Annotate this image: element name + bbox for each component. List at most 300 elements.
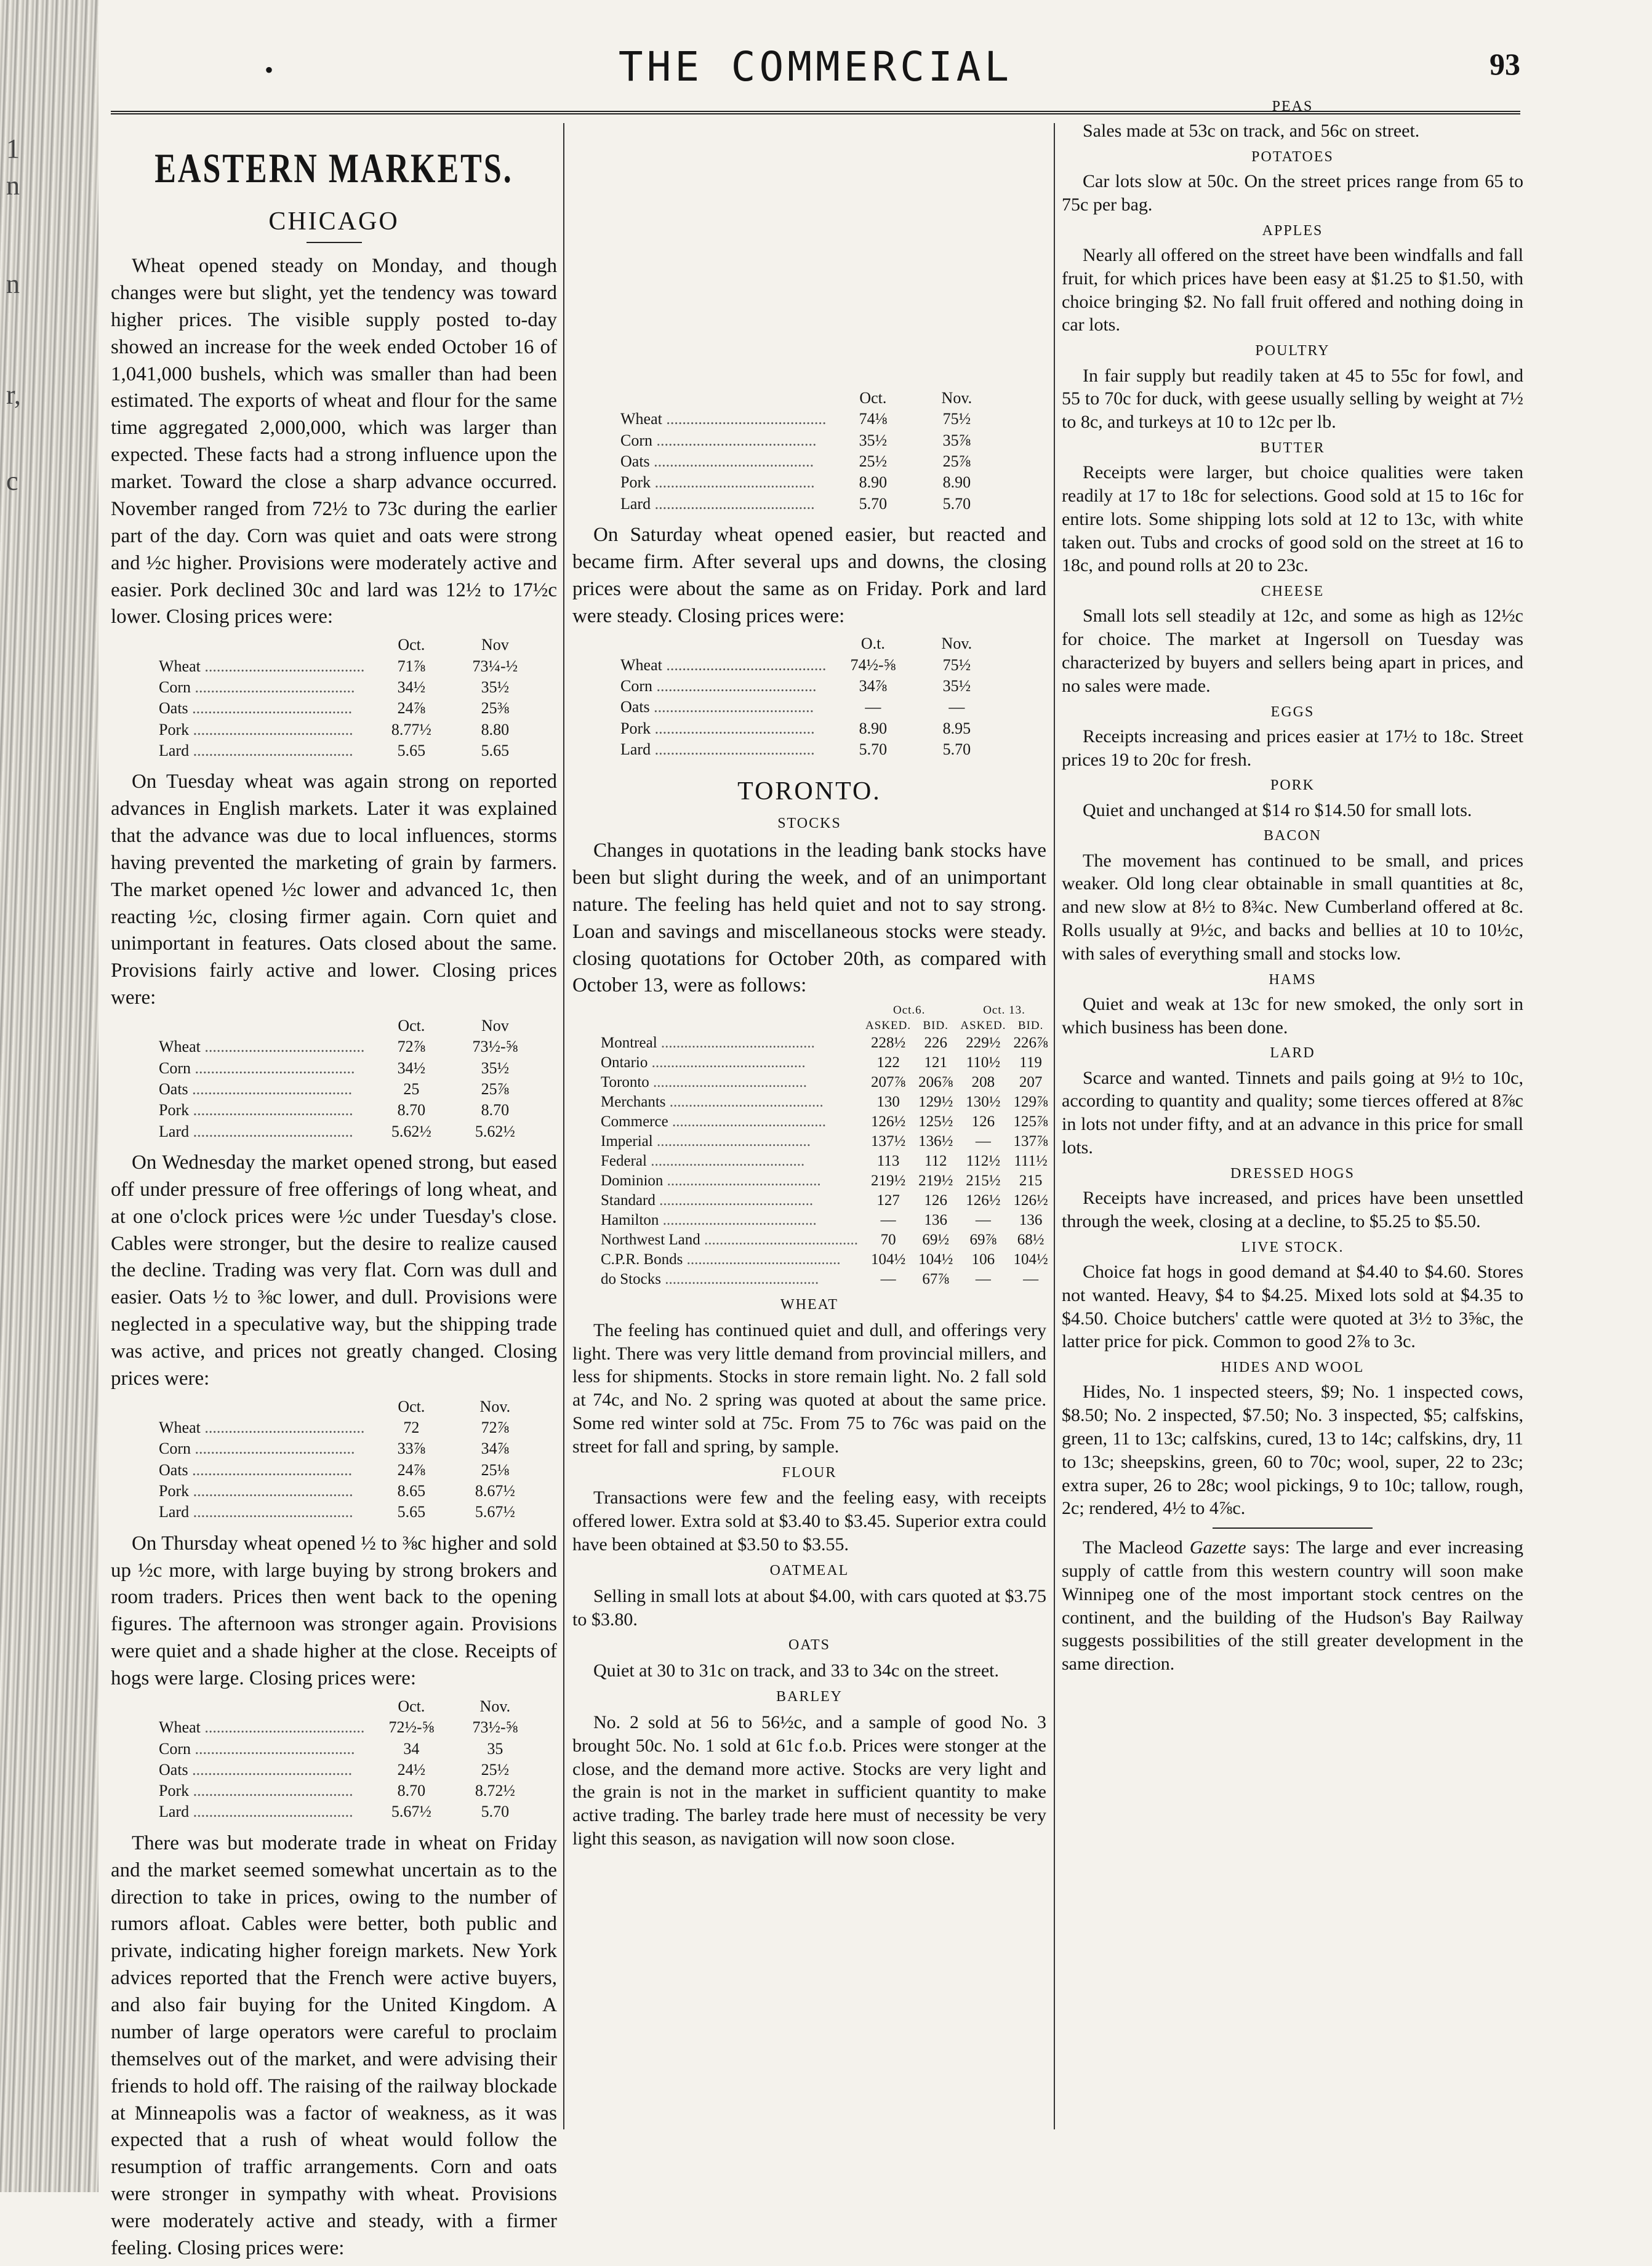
commodity-name — [154, 1058, 369, 1079]
commodity-label: Pork — [159, 1482, 190, 1500]
stock-label: C.P.R. Bonds — [601, 1251, 683, 1268]
stock-quote-a1: 137½ — [870, 1132, 906, 1150]
stock-quote-b2: 68½ — [1017, 1231, 1045, 1248]
leader-dots: ........................................ — [649, 452, 814, 470]
commodity-label: Oats — [159, 1079, 188, 1098]
price-nov: 8.72½ — [475, 1782, 515, 1800]
stocks-col-header: ASKED. — [960, 1019, 1006, 1032]
price-row — [615, 676, 998, 697]
report-hams: Quiet and weak at 13c for new smoked, the only sort in which business has been done. — [1062, 993, 1523, 1038]
leader-dots: ........................................ — [652, 1132, 811, 1150]
price-oct: 5.65 — [397, 741, 426, 759]
price-row — [154, 1481, 537, 1502]
stock-quote-b2: 226⅞ — [1013, 1034, 1048, 1051]
subheading-stocks: STOCKS — [777, 815, 841, 832]
margin-mark: n — [6, 170, 20, 201]
report-bacon: The movement has continued to be small, and prices weaker. Old long clear obtainable in small quantities at 8c, and new slow at 8½ to 8¾c. New Cumberland offered at 8c. Rolls usually at 9½c, and backs and bellies at 10 to 10½c, with sales of everything small and stocks low. — [1062, 850, 1523, 964]
price-oct: 8.90 — [859, 719, 888, 737]
header-dot: • — [265, 56, 274, 84]
price-oct: 5.67½ — [391, 1803, 431, 1821]
commodity-label: Wheat — [159, 1419, 201, 1437]
stock-quote-a2: — — [975, 1211, 991, 1228]
price-oct: 8.77½ — [391, 720, 431, 739]
report-saturday: On Saturday wheat opened easier, but reacted and became firm. After several ups and downs, the closing prices were about the same as on Friday. Pork and lard were steady. Closing prices were: — [572, 523, 1046, 627]
leader-dots: ........................................ — [662, 655, 827, 674]
price-row — [154, 1780, 537, 1801]
col-header-nov: Nov — [481, 1017, 509, 1035]
commodity-name — [154, 1801, 369, 1822]
price-oct: 5.65 — [397, 1503, 426, 1521]
stock-label: Merchants — [601, 1093, 666, 1110]
city-heading-chicago: CHICAGO — [268, 207, 399, 236]
page-title: THE COMMERCIAL — [618, 43, 1013, 90]
leader-dots: ........................................ — [657, 1034, 815, 1051]
report-eggs: Receipts increasing and prices easier at 17½ to 18c. Street prices 19 to 20c for fresh. — [1062, 726, 1523, 770]
price-row — [615, 451, 998, 472]
subheading-bacon: BACON — [1263, 828, 1321, 844]
stock-quote-b2: 136 — [1019, 1211, 1043, 1228]
price-row — [154, 1502, 537, 1523]
leader-dots: ........................................ — [189, 1503, 353, 1521]
price-nov: 8.90 — [942, 473, 971, 492]
stock-quote-a2: — — [975, 1132, 991, 1150]
stock-quote-b2: 111½ — [1014, 1152, 1048, 1169]
price-nov: 25⅞ — [481, 1079, 510, 1098]
commodity-label: Lard — [620, 740, 651, 758]
leader-dots: ........................................ — [665, 1093, 824, 1110]
price-row — [615, 430, 998, 451]
stock-label: Toronto — [601, 1073, 649, 1091]
stock-name — [597, 1073, 862, 1092]
subheading-cheese: CHEESE — [1261, 583, 1325, 600]
price-table-friday — [615, 388, 998, 514]
leader-dots: ........................................ — [646, 1152, 805, 1169]
price-nov: 8.67½ — [475, 1482, 515, 1500]
price-oct: 24⅞ — [397, 699, 426, 718]
stock-label: Montreal — [601, 1034, 657, 1051]
leader-dots: ........................................ — [200, 1038, 365, 1056]
price-oct: 8.65 — [397, 1482, 426, 1500]
stock-row — [597, 1151, 1052, 1171]
stocks-table — [597, 1003, 1052, 1289]
price-oct: 24⅞ — [397, 1460, 426, 1479]
stock-quote-b1: 126 — [924, 1191, 947, 1209]
stock-row — [597, 1270, 1052, 1289]
commodity-name — [154, 1079, 369, 1100]
stock-row — [597, 1112, 1052, 1132]
commodity-label: Pork — [159, 1782, 190, 1800]
stock-quote-b2: 207 — [1019, 1073, 1043, 1091]
stock-quote-a2: 126 — [971, 1113, 995, 1130]
col-header-oct: Oct. — [859, 389, 887, 407]
report-monday: Wheat opened steady on Monday, and though changes were but slight, yet the tendency was toward higher prices. The visible supply posted to-day showed an increase for the week ended October 16 of 1,041,000 bushels, which was smaller than had been estimated. The exports of wheat and flour for the same time aggregated 2,000,000, which was larger than expected. These facts had a strong influence upon the market. Toward the close a sharp advance occurred. November ranged from 72½ to 73c during the earlier part of the day. Corn was quiet and oats were strong and ½c higher. Provisions were moderately active and easier. Pork declined 30c and lard was 12½ to 17½c lower. Closing prices were: — [111, 255, 557, 628]
leader-dots: ........................................ — [668, 1113, 826, 1130]
price-oct: 34½ — [397, 1059, 426, 1077]
stock-quote-b1: 136 — [924, 1211, 947, 1228]
leader-dots: ........................................ — [189, 741, 353, 759]
leader-dots: ........................................ — [188, 1079, 353, 1098]
leader-dots: ........................................ — [188, 1460, 353, 1479]
stock-quote-b1: 129½ — [918, 1093, 953, 1110]
subheading-eggs: EGGS — [1270, 703, 1315, 720]
price-oct: 33⅞ — [397, 1439, 426, 1458]
leader-dots: ........................................ — [191, 678, 355, 696]
stock-row — [597, 1211, 1052, 1230]
commodity-name — [154, 1760, 369, 1780]
stock-name — [597, 1191, 862, 1211]
report-oatmeal: Selling in small lots at about $4.00, with cars quoted at $3.75 to $3.80. — [572, 1585, 1046, 1630]
price-nov: 5.62½ — [475, 1122, 515, 1140]
page-number: 93 — [1490, 47, 1520, 81]
section-title: EASTERN MARKETS. — [154, 146, 513, 192]
price-row — [154, 1801, 537, 1822]
commodity-name — [154, 1121, 369, 1142]
leader-dots: ........................................ — [189, 1482, 353, 1500]
report-thursday: On Thursday wheat opened ½ to ⅜c higher and sold up ½c more, with large buying by strong brokers and room traders. Prices then went back to the opening figures. The afternoon was stronger again. Provisions were quiet and a shade higher at the close. Receipts of hogs were large. Closing prices were: — [111, 1532, 557, 1690]
stock-quote-b1: 67⅞ — [922, 1270, 950, 1287]
price-nov: 25½ — [481, 1760, 510, 1779]
stock-name — [597, 1053, 862, 1073]
stock-quote-b1: 112 — [924, 1152, 947, 1169]
stock-quote-a2: 110½ — [966, 1054, 1001, 1071]
stock-quote-a1: — — [880, 1211, 896, 1228]
commodity-name — [615, 451, 831, 472]
stock-label: Dominion — [601, 1172, 664, 1189]
report-potatoes: Car lots slow at 50c. On the street prices range from 65 to 75c per bag. — [1062, 171, 1523, 215]
price-row — [154, 740, 537, 761]
price-row — [154, 1079, 537, 1100]
commodity-label: Corn — [620, 431, 652, 449]
city-heading-toronto: TORONTO. — [737, 777, 881, 806]
stock-quote-a1: 70 — [880, 1231, 896, 1248]
stock-quote-b1: 206⅞ — [918, 1073, 953, 1091]
commodity-label: Corn — [620, 677, 652, 695]
col-header-oct: Oct. — [398, 636, 425, 654]
price-nov: 5.70 — [481, 1803, 510, 1821]
commodity-name — [154, 1739, 369, 1760]
leader-dots: ........................................ — [651, 473, 815, 492]
stock-label: Northwest Land — [601, 1231, 700, 1248]
price-row — [154, 1717, 537, 1738]
price-nov: 8.95 — [942, 719, 971, 737]
stock-quote-b1: 121 — [924, 1054, 947, 1071]
stock-quote-a2: 130½ — [966, 1093, 1001, 1110]
stock-row — [597, 1171, 1052, 1191]
price-oct: 5.62½ — [391, 1122, 431, 1140]
leader-dots: ........................................ — [649, 1073, 808, 1091]
stocks-group-header: Oct.6. — [892, 1004, 926, 1017]
stock-quote-a2: 208 — [971, 1073, 995, 1091]
column-rule — [563, 123, 564, 2129]
margin-mark: 1 — [6, 134, 20, 164]
report-peas: Sales made at 53c on track, and 56c on street. — [1083, 121, 1420, 142]
leader-dots: ........................................ — [651, 719, 815, 737]
commodity-label: Oats — [159, 699, 188, 718]
page-header — [111, 43, 1520, 92]
stock-quote-b2: 137⅞ — [1013, 1132, 1048, 1150]
price-oct: — — [865, 698, 881, 716]
stock-row — [597, 1191, 1052, 1211]
price-row — [615, 409, 998, 430]
commodity-label: Pork — [159, 1101, 190, 1119]
commodity-label: Wheat — [620, 655, 662, 674]
leader-dots: ........................................ — [191, 1739, 355, 1758]
report-friday: There was but moderate trade in wheat on Friday and the market seemed somewhat uncertain as to the direction to take in prices, owing to the number of rumors afloat. Cables were better, both public and private, indicating higher foreign markets. New York advices reported that the French were active buyers, and also fair buying for the United Kingdom. A number of large operators were careful to proclaim themselves out of the market, and were advising their friends to hold off. The raising of the railway blockade at Minneapolis was a factor of weakness, as it was expected that a rush of wheat would follow the resumption of traffic arrangements. Corn and oats were stronger in sympathy with wheat. Provisions were moderately active and steady, with a firmer feeling. Closing prices were: — [111, 1832, 557, 2259]
price-nov: 5.65 — [481, 741, 510, 759]
price-nov: 25⅛ — [481, 1460, 510, 1479]
subheading-flour: FLOUR — [782, 1464, 837, 1481]
commodity-name — [615, 472, 831, 493]
commodity-label: Corn — [159, 678, 191, 696]
price-oct: 34⅞ — [859, 677, 888, 695]
stocks-col-header: BID. — [923, 1019, 948, 1032]
leader-dots: ........................................ — [651, 494, 815, 513]
leader-dots: ........................................ — [189, 1782, 353, 1800]
stock-name — [597, 1033, 862, 1053]
commodity-name — [615, 409, 831, 430]
stock-quote-a2: 69⅞ — [969, 1231, 997, 1248]
leader-dots: ........................................ — [200, 1718, 365, 1737]
stock-quote-b2: 129⅞ — [1013, 1093, 1048, 1110]
price-row — [154, 1438, 537, 1459]
commodity-label: Lard — [159, 1122, 190, 1140]
price-nov: 8.80 — [481, 720, 510, 739]
subheading-apples: APPLES — [1262, 222, 1323, 239]
price-oct: 72½-⅝ — [388, 1718, 435, 1737]
margin-mark: n — [6, 269, 20, 299]
price-nov: 75½ — [942, 410, 971, 428]
price-nov: 73½-⅝ — [472, 1718, 518, 1737]
stock-quote-b1: 226 — [924, 1034, 947, 1051]
price-nov: 73½-⅝ — [472, 1038, 518, 1056]
stock-name — [597, 1250, 862, 1270]
price-row — [615, 494, 998, 514]
commodity-label: Pork — [159, 720, 190, 739]
leader-dots: ........................................ — [200, 1419, 365, 1437]
subheading-butter: BUTTER — [1260, 439, 1325, 456]
stock-row — [597, 1033, 1052, 1053]
leader-dots: ........................................ — [652, 677, 817, 695]
col-header-nov: Nov. — [479, 1397, 511, 1415]
col-header-nov: Nov — [481, 636, 509, 654]
stock-quote-b2: 126½ — [1013, 1191, 1048, 1209]
stock-quote-a2: 106 — [971, 1251, 995, 1268]
commodity-label: Pork — [620, 719, 651, 737]
commodity-name — [154, 719, 369, 740]
commodity-label: Corn — [159, 1739, 191, 1758]
commodity-name — [615, 655, 831, 676]
stock-quote-b2: 104½ — [1013, 1251, 1048, 1268]
city-rule — [307, 242, 362, 243]
report-butter: Receipts were larger, but choice qualities were taken readily at 17 to 18c for selections. Good sold at 15 to 16c for entire lots. Some shipping lots sold at 12 to 13c, with white taken out. Tubs and crocks of good sold on the street at 16 to 18c, and pound rolls at 20 to 23c. — [1062, 462, 1523, 576]
price-oct: 34 — [403, 1739, 420, 1758]
leader-dots: ........................................ — [648, 1054, 806, 1071]
price-oct: 71⅞ — [397, 657, 426, 675]
price-table-thursday — [154, 1696, 537, 1823]
stock-label: Hamilton — [601, 1211, 659, 1228]
report-wheat: The feeling has continued quiet and dull, and offerings very light. There was very little demand from provincial millers, and less for shipments. Stocks in store remain light. No. 2 fall sold at 74c, and No. 2 spring was quoted at about the same price. Some red winter sold at 75c. From 75 to 76c was paid on the street for fall and spring, by sample. — [572, 1319, 1046, 1457]
commodity-name — [615, 430, 831, 451]
stocks-col-header: ASKED. — [865, 1019, 912, 1032]
commodity-label: Lard — [159, 1803, 190, 1821]
price-oct: 74½-⅝ — [850, 655, 896, 674]
subheading-dressed-hogs: DRESSED HOGS — [1230, 1165, 1355, 1182]
commodity-name — [615, 739, 831, 760]
leader-dots: ........................................ — [188, 1760, 353, 1779]
stock-quote-a2: 215½ — [966, 1172, 1001, 1189]
commodity-name — [154, 1036, 369, 1057]
subheading-hams: HAMS — [1269, 971, 1317, 988]
leader-dots: ........................................ — [663, 1172, 821, 1189]
commodity-label: Lard — [159, 741, 190, 759]
subheading-hides-wool: HIDES AND WOOL — [1221, 1359, 1365, 1376]
price-row — [154, 698, 537, 719]
stock-label: Ontario — [601, 1054, 648, 1071]
subheading-pork: PORK — [1270, 777, 1315, 794]
report-stocks: Changes in quotations in the leading bank stocks have been but slight during the week, and of an unimportant nature. The feeling has held quiet and not to say strong. Loan and savings and miscellaneous stocks were steady. closing quotations for October 20th, as compared with October 13, were as follows: — [572, 839, 1046, 997]
price-row — [154, 677, 537, 698]
subheading-oats: OATS — [788, 1637, 830, 1654]
price-nov: 75½ — [942, 655, 971, 674]
column-rule — [1054, 123, 1055, 2129]
stock-quote-a2: 112½ — [966, 1152, 1001, 1169]
macleod-paper: Gazette — [1189, 1537, 1246, 1558]
column-1 — [111, 129, 557, 2266]
price-oct: 24½ — [397, 1760, 426, 1779]
macleod-lead: The Macleod — [1083, 1537, 1183, 1558]
stock-row — [597, 1230, 1052, 1250]
price-oct: 25½ — [859, 452, 888, 470]
stock-label: Imperial — [601, 1132, 653, 1150]
leader-dots: ........................................ — [189, 1122, 353, 1140]
price-nov: 72⅞ — [481, 1419, 510, 1437]
price-oct: 8.70 — [397, 1101, 426, 1119]
stock-name — [597, 1211, 862, 1230]
price-row — [615, 718, 998, 739]
stock-quote-b1: 136½ — [918, 1132, 953, 1150]
stock-quote-a1: 126½ — [870, 1113, 906, 1130]
stock-quote-b2: 119 — [1019, 1054, 1042, 1071]
commodity-label: Corn — [159, 1439, 191, 1458]
commodity-name — [154, 1438, 369, 1459]
col-header-nov: Nov. — [941, 635, 972, 653]
price-oct: 72⅞ — [397, 1038, 426, 1056]
commodity-name — [615, 718, 831, 739]
stock-label: Federal — [601, 1152, 647, 1169]
price-nov: 25⅜ — [481, 699, 510, 718]
report-oats: Quiet at 30 to 31c on track, and 33 to 34c on the street. — [593, 1660, 999, 1681]
price-oct: 35½ — [859, 431, 888, 449]
price-row — [154, 1036, 537, 1057]
commodity-name — [154, 698, 369, 719]
commodity-label: Wheat — [159, 1038, 201, 1056]
price-row — [154, 719, 537, 740]
price-row — [154, 1100, 537, 1121]
price-nov: 5.67½ — [475, 1503, 515, 1521]
stock-quote-a1: 122 — [876, 1054, 900, 1071]
commodity-name — [154, 1460, 369, 1481]
subheading-lard: LARD — [1270, 1045, 1315, 1062]
subheading-oatmeal: OATMEAL — [769, 1562, 849, 1579]
commodity-name — [615, 676, 831, 697]
subheading-live-stock: LIVE STOCK. — [1241, 1239, 1344, 1255]
commodity-name — [154, 1717, 369, 1738]
commodity-name — [154, 1100, 369, 1121]
col-header-oct: Oct. — [398, 1017, 425, 1035]
macleod-text: says: The large and ever increasing supply of cattle from this western country will soon make Winnipeg one of the most important stock centres on the continent, and the building of the Hudson's Bay Railway suggests possibilities of the still greater development in the same direction. — [1062, 1537, 1524, 1675]
col-header-oct: Oct. — [398, 1397, 425, 1415]
price-row — [615, 739, 998, 760]
leader-dots: ........................................ — [700, 1231, 859, 1248]
col-header-oct: Oct. — [398, 1697, 425, 1715]
leader-dots: ........................................ — [652, 431, 817, 449]
price-row — [154, 1739, 537, 1760]
stock-quote-a1: 228½ — [870, 1034, 906, 1051]
price-oct: 72 — [403, 1419, 420, 1437]
commodity-name — [154, 1780, 369, 1801]
price-nov: 35 — [487, 1739, 503, 1758]
report-poultry: In fair supply but readily taken at 45 to 55c for fowl, and 55 to 70c for duck, with geese usually selling by weight at 7½ to 8c, and turkeys at 10 to 12c per lb. — [1062, 365, 1523, 433]
stock-label: Standard — [601, 1191, 656, 1209]
subheading-peas: PEAS — [1272, 98, 1313, 114]
stock-label: Commerce — [601, 1113, 668, 1130]
price-nov: 5.70 — [942, 740, 971, 758]
article-divider — [1062, 1527, 1523, 1529]
stock-row — [597, 1073, 1052, 1092]
commodity-label: Wheat — [159, 657, 201, 675]
leader-dots: ........................................ — [655, 1191, 814, 1209]
col-header-nov: Nov. — [941, 389, 972, 407]
price-oct: 25 — [403, 1079, 420, 1098]
price-nov: 35⅞ — [942, 431, 971, 449]
price-row — [154, 1460, 537, 1481]
stock-quote-a1: 219½ — [870, 1172, 906, 1189]
report-wednesday: On Wednesday the market opened strong, but eased off under pressure of free offerings of long wheat, and at one o'clock prices were ½c under Tuesday's close. Cables were stronger, but the desire to realize caused the decline. Trading was very flat. Corn was dull and easier. Oats ½ to ⅜c lower, and dull. Provisions were neglected in a speculative way, but the shipping trade was active, and prices not greatly changed. Closing prices were: — [111, 1151, 557, 1390]
stock-quote-a2: — — [975, 1270, 991, 1287]
stock-label: do Stocks — [601, 1270, 661, 1287]
price-nov: 5.70 — [942, 494, 971, 513]
stock-quote-b1: 219½ — [918, 1172, 953, 1189]
col-header-oct: O.t. — [860, 635, 885, 653]
report-tuesday: On Tuesday wheat was again strong on reported advances in English markets. Later it was explained that the advance was due to local influences, storms having prevented the marketing of grain by farmers. The market opened ½c lower and advanced 1c, then reacting ½c, closing firmer again. Corn quiet and unimportant in features. Oats closed about the same. Provisions fairly active and lower. Closing prices were: — [111, 771, 557, 1009]
price-row — [154, 1760, 537, 1780]
report-flour: Transactions were few and the feeling easy, with receipts offered lower. Extra sold at $3.40 to $3.45. Superior extra could have been obtained at $3.50 to $3.55. — [572, 1487, 1046, 1555]
price-row — [154, 1121, 537, 1142]
price-table-saturday — [615, 633, 998, 760]
stock-row — [597, 1092, 1052, 1112]
col-header-nov: Nov. — [479, 1697, 511, 1715]
margin-mark: r, — [6, 380, 21, 410]
leader-dots: ........................................ — [660, 1270, 819, 1287]
commodity-label: Oats — [159, 1460, 188, 1479]
price-row — [615, 655, 998, 676]
price-row — [615, 697, 998, 718]
report-barley: No. 2 sold at 56 to 56½c, and a sample of good No. 3 brought 50c. No. 1 sold at 61c f.o.b. Prices were stonger at the close, and the demand more active. Stocks are very light and the grain is not in the market in sufficient quantity to make active trading. The barley trade here must of necessity be very light this season, as navigation will now soon close. — [572, 1712, 1046, 1849]
stocks-col-header: BID. — [1017, 1019, 1044, 1032]
subheading-potatoes: POTATOES — [1251, 149, 1334, 166]
commodity-name — [154, 740, 369, 761]
commodity-name — [154, 677, 369, 698]
price-nov: 35½ — [481, 1059, 510, 1077]
price-oct: 5.70 — [859, 494, 888, 513]
commodity-label: Oats — [620, 698, 650, 716]
price-oct: 34½ — [397, 678, 426, 696]
report-live-stock: Choice fat hogs in good demand at $4.40 to $4.60. Stores not wanted. Heavy, $4 to $4.25. Mixed lots sold at $4.35 to $4.50. Choice butchers' cattle were quoted at 3½ to 3⅝c, the latter price for pick. Common to good 2⅞ to 3c. — [1062, 1261, 1523, 1352]
stock-quote-a1: 207⅞ — [870, 1073, 906, 1091]
leader-dots: ........................................ — [188, 699, 353, 718]
commodity-name — [615, 494, 831, 514]
commodity-label: Corn — [159, 1059, 191, 1077]
